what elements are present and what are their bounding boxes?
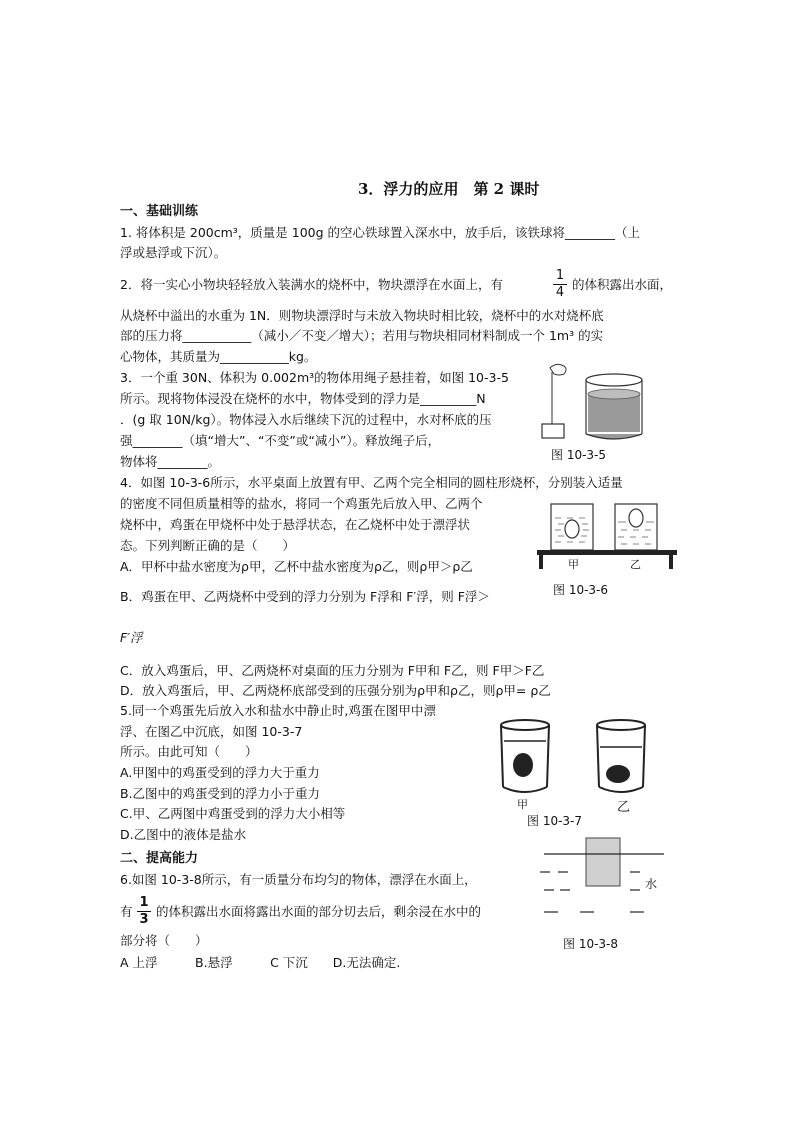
q6-fraction <box>137 896 151 927</box>
q2-line1a: 2．将一实心小物块轻轻放入装满水的烧杯中，物块漂浮在水面上，有 <box>120 277 503 292</box>
q5-line2: 浮、在图乙中沉底，如图 10-3-7 <box>120 724 303 739</box>
q5-option-d: D.乙图中的液体是盐水 <box>120 827 247 842</box>
section-heading-advanced: 二、提高能力 <box>120 851 199 866</box>
q6-line2b: 的体积露出水面将露出水面的部分切去后，剩余浸在水中的 <box>156 904 482 919</box>
q3-line3: ．(g 取 10N/kg）。物体浸入水后继续下沉的过程中，水对杯底的压 <box>120 412 492 427</box>
caption-10-3-5: 图 10-3-5 <box>551 448 607 462</box>
q1-line1: 1. 将体积是 200cm³，质量是 100g 的空心铁球置入深水中，放手后，该铁球将________（上 <box>120 225 641 240</box>
q6-frac-num: 1 <box>139 895 149 910</box>
q2-frac-num: 1 <box>555 268 565 283</box>
q4-line3: 烧杯中，鸡蛋在甲烧杯中处于悬浮状态，在乙烧杯中处于漂浮状 <box>120 517 471 532</box>
q2-line2: 从烧杯中溢出的水重为 1N．则物块漂浮时与未放入物块时相比较，烧杯中的水对烧杯底 <box>120 308 604 323</box>
q6-options: A 上浮 B.悬浮 C 下沉 D.无法确定. <box>120 955 401 970</box>
q6-line2a: 有 <box>120 904 133 919</box>
q6-line1: 6.如图 10-3-8所示，有一质量分布均匀的物体，漂浮在水面上， <box>120 872 477 887</box>
q3-line1: 3．一个重 30N、体积为 0.002m³的物体用绳子悬挂着，如图 10-3-5 <box>120 370 509 385</box>
q4-option-c: C．放入鸡蛋后，甲、乙两烧杯对桌面的压力分别为 F甲和 F乙，则 F甲＞F乙 <box>120 663 545 678</box>
section-heading-basic: 一、基础训练 <box>120 204 199 219</box>
q4-option-b: B．鸡蛋在甲、乙两烧杯中受到的浮力分别为 F浮和 F′浮，则 F浮＞ <box>120 589 490 604</box>
q5-option-c: C.甲、乙两图中鸡蛋受到的浮力大小相等 <box>120 806 346 821</box>
q4-line1: 4．如图 10-3-6所示，水平桌面上放置有甲、乙两个完全相同的圆柱形烧杯，分别装入适量 <box>120 475 623 490</box>
q4-option-b-cont: F′浮 <box>120 630 143 645</box>
figure-10-3-6 <box>537 500 677 570</box>
label-yi-10-3-6: 乙 <box>630 558 641 571</box>
label-jia-10-3-7: 甲 <box>517 798 528 811</box>
caption-10-3-6: 图 10-3-6 <box>553 583 609 597</box>
figure-10-3-7 <box>498 717 648 807</box>
q5-option-a: A.甲图中的鸡蛋受到的浮力大于重力 <box>120 765 320 780</box>
label-jia-10-3-6: 甲 <box>568 558 579 571</box>
q2-line1b: 的体积露出水面， <box>572 277 673 292</box>
q5-line1: 5.同一个鸡蛋先后放入水和盐水中静止时,鸡蛋在图甲中漂 <box>120 703 436 718</box>
q5-option-b: B.乙图中的鸡蛋受到的浮力小于重力 <box>120 786 321 801</box>
q3-line5: 物体将________。 <box>120 454 221 469</box>
q2-fraction <box>553 269 567 300</box>
q4-line4: 态。下列判断正确的是（ ） <box>120 538 296 553</box>
q2-line4: 心物体，其质量为___________kg。 <box>120 349 317 364</box>
figure-10-3-5 <box>538 362 648 442</box>
q4-line2: 的密度不同但质量相等的盐水，将同一个鸡蛋先后放入甲、乙两个 <box>120 496 483 511</box>
q4-option-d: D．放入鸡蛋后，甲、乙两烧杯底部受到的压强分别为ρ甲和ρ乙，则ρ甲= ρ乙 <box>120 683 551 698</box>
label-water: 水 <box>645 877 658 891</box>
q5-line3: 所示。由此可知（ ） <box>120 744 258 759</box>
q1-line2: 浮或悬浮或下沉）。 <box>120 245 227 260</box>
q3-line2: 所示。现将物体浸没在烧杯的水中，物体受到的浮力是_________N <box>120 391 486 406</box>
q6-frac-den: 3 <box>139 912 149 927</box>
q2-frac-den: 4 <box>555 285 565 300</box>
q4-option-a: A．甲杯中盐水密度为ρ甲，乙杯中盐水密度为ρ乙，则ρ甲＞ρ乙 <box>120 559 473 574</box>
caption-10-3-7: 图 10-3-7 <box>527 814 583 828</box>
q2-line3: 部的压力将___________（减小／不变／增大）；若用与物块相同材料制成一个 1m³ 的实 <box>120 328 604 343</box>
page-title: 3．浮力的应用 第 2 课时 <box>358 180 540 198</box>
label-yi-10-3-7: 乙 <box>617 800 631 815</box>
caption-10-3-8: 图 10-3-8 <box>563 937 619 951</box>
q3-line4: 强________（填“增大”、“不变”或“减小”）。释放绳子后， <box>120 433 441 448</box>
q6-line3: 部分将（ ） <box>120 933 208 948</box>
